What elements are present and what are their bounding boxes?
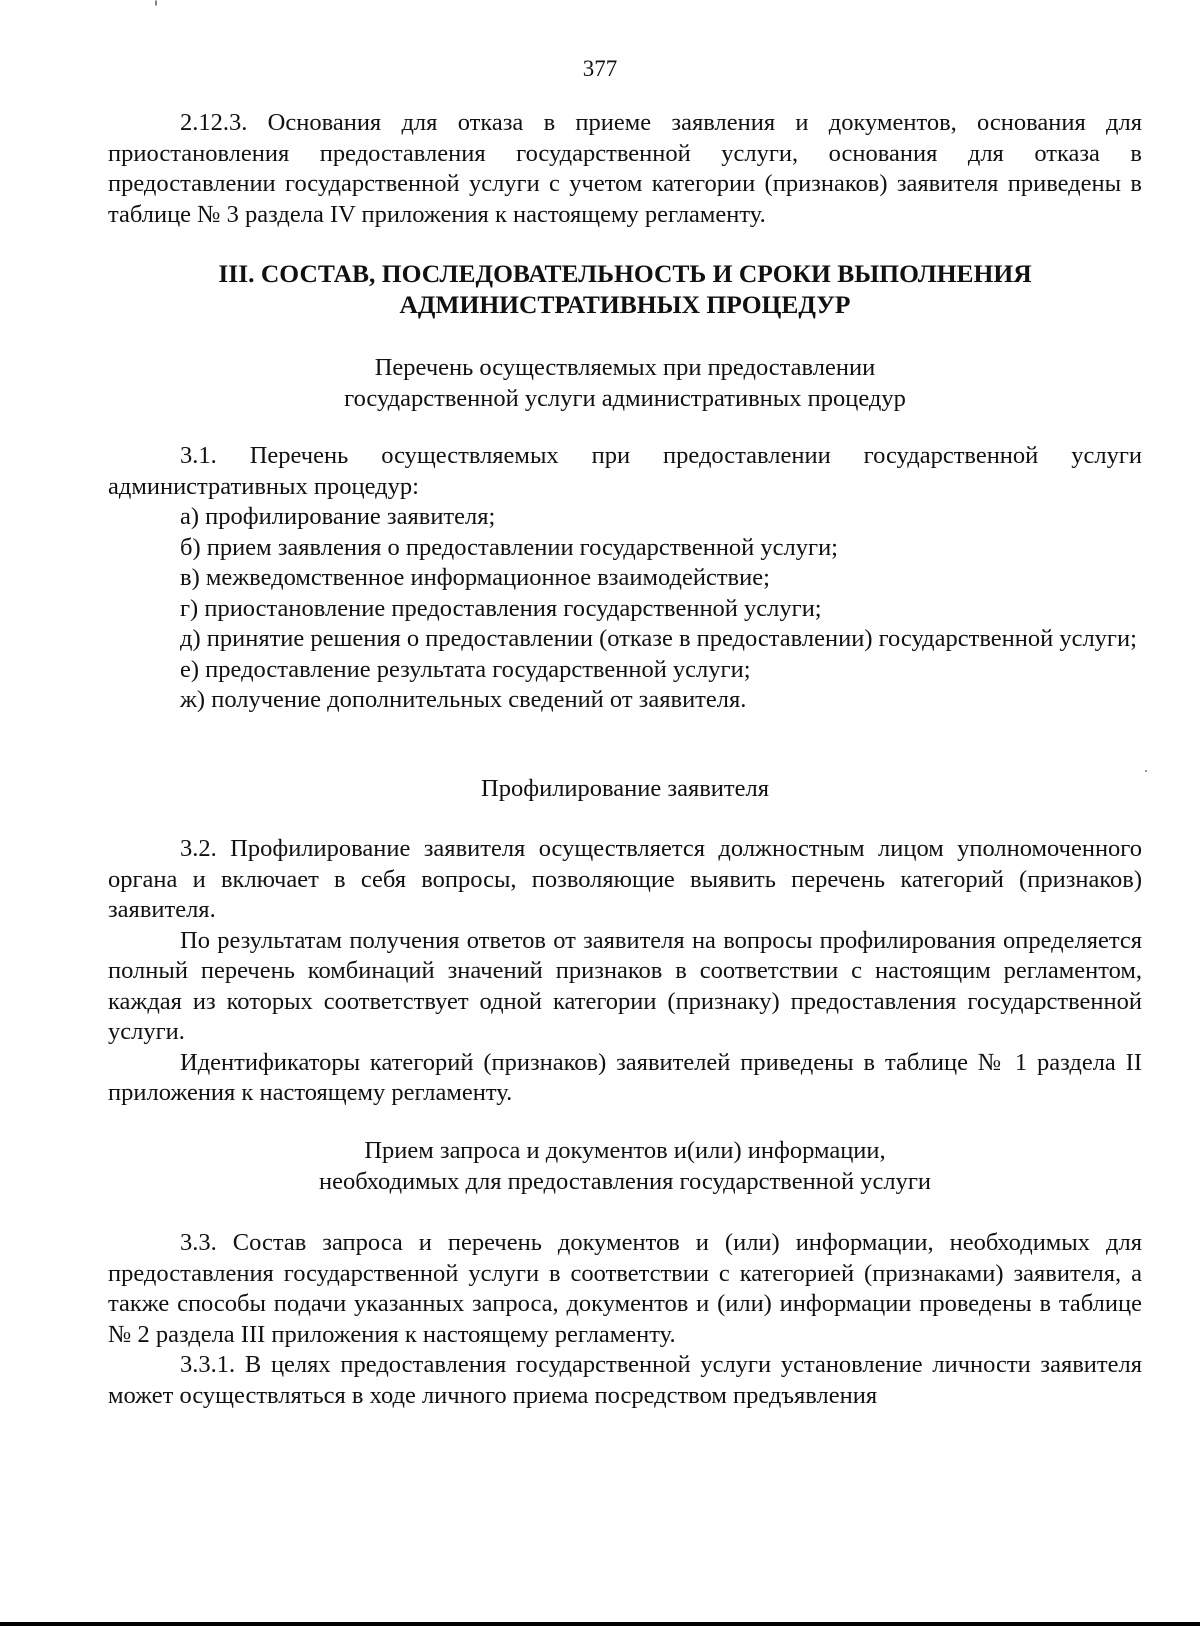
- section-title: [108, 258, 1142, 320]
- scan-speck: [1145, 770, 1147, 772]
- list-item: ж) получение дополнительных сведений от заявителя.: [180, 686, 747, 713]
- section-3-1-block: [108, 441, 1142, 716]
- section-3-2-block: [108, 834, 1142, 1109]
- page-number: 377: [582, 56, 618, 81]
- paragraph-3-2-results: По результатам получения ответов от заявителя на вопросы профилирования определяется полный перечень комбинаций значений признаков в соответствии с настоящим регламентом, каждая из которых соответствует одной категории (признаку) предоставления государственной услуги.: [108, 926, 1142, 1045]
- subheading-profiling-text: Профилирование заявителя: [481, 775, 769, 802]
- paragraph-3-3-1: 3.3.1. В целях предоставления государственной услуги установление личности заявителя может осуществляться в ходе личного приема посредством предъявления: [108, 1351, 1142, 1409]
- list-item: в) межведомственное информационное взаимодействие;: [180, 564, 770, 591]
- paragraph-3-1: 3.1. Перечень осуществляемых при предоставлении государственной услуги административных процедур:: [108, 442, 1142, 500]
- list-item: е) предоставление результата государственной услуги;: [180, 655, 751, 683]
- section-3-3-block: [108, 1228, 1142, 1411]
- paragraph-2-12-3: 2.12.3. Основания для отказа в приеме заявления и документов, основания для приостановления предоставления государственной услуги, основания для отказа в предоставлении государственной услуги с учетом категории (признаков) заявителя приведены в таблице № 3 раздела IV приложения к настоящему регламенту.: [108, 109, 1142, 228]
- subheading-request-line-2: необходимых для предоставления государственной услуги: [318, 1168, 932, 1195]
- section-title-line-1: III. СОСТАВ, ПОСЛЕДОВАТЕЛЬНОСТЬ И СРОКИ ВЫПОЛНЕНИЯ: [218, 259, 1032, 288]
- paragraph-3-2-identifiers: Идентификаторы категорий (признаков) заявителей приведены в таблице № 1 раздела II приложения к настоящему регламенту.: [108, 1048, 1142, 1106]
- paragraph-2-12-3-block: [108, 108, 1142, 230]
- subheading-procedures-line-2: государственной услуги административных процедур: [344, 385, 906, 412]
- paragraph-3-3: 3.3. Состав запроса и перечень документов и (или) информации, необходимых для предоставления государственной услуги в соответствии с категорией (признаками) заявителя, а также способы подачи указанных запроса, документов и (или) информации проведены в таблице № 2 раздела III приложения к настоящему регламенту.: [108, 1229, 1142, 1348]
- list-item: д) принятие решения о предоставлении (отказе в предоставлении) государственной услуги;: [180, 625, 1137, 652]
- section-title-line-2: АДМИНИСТРАТИВНЫХ ПРОЦЕДУР: [399, 290, 851, 319]
- list-item: г) приостановление предоставления государственной услуги;: [180, 594, 822, 622]
- scan-edge-line: [0, 1622, 1200, 1626]
- paragraph-3-2: 3.2. Профилирование заявителя осуществляется должностным лицом уполномоченного органа и включает в себя вопросы, позволяющие выявить перечень категорий (признаков) заявителя.: [108, 835, 1142, 923]
- scan-speck: [155, 0, 157, 6]
- list-item: а) профилирование заявителя;: [180, 503, 496, 530]
- subheading-profiling: [108, 773, 1142, 804]
- subheading-procedures-line-1: Перечень осуществляемых при предоставлении: [374, 354, 876, 381]
- subheading-request-intake: [108, 1135, 1142, 1197]
- list-item: б) прием заявления о предоставлении государственной услуги;: [180, 533, 838, 561]
- subheading-request-line-1: Прием запроса и документов и(или) информации,: [364, 1137, 886, 1164]
- subheading-procedures-list: [108, 352, 1142, 414]
